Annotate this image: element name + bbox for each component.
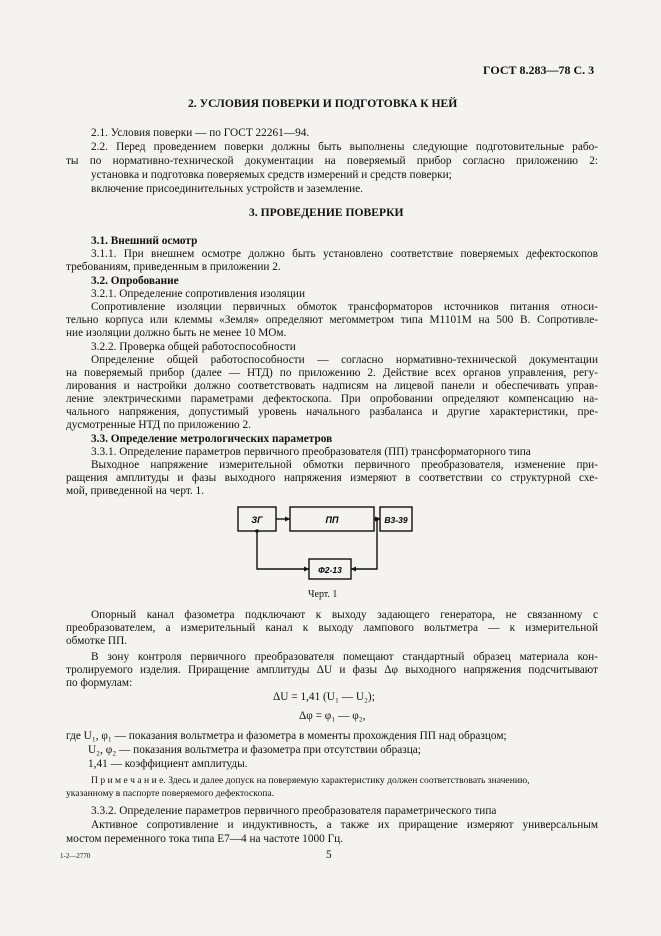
formula-amplitude: ΔU = 1,41 (U₁ — U₂); xyxy=(273,691,375,703)
note-line-2: указанному в паспорте поверяемого дефектоскопа. xyxy=(66,788,275,799)
legend-line: U₂, φ₂ — показания вольтметра и фазометра при отсутствии образца; xyxy=(88,744,421,756)
paragraph-3-2-2: дусмотренные НТД по приложению 2. xyxy=(66,419,251,431)
section-2-title: 2. УСЛОВИЯ ПОВЕРКИ И ПОДГОТОВКА К НЕЙ xyxy=(188,97,458,110)
paragraph-3-2-2: лирования и настройки должно соответствовать надписям на лицевой панели и обеспечивать управ- xyxy=(66,380,598,392)
paragraph-3-3-2: Активное сопротивление и индуктивность, а также их приращение измеряют универсальным xyxy=(91,819,598,831)
junction-dot xyxy=(255,529,259,533)
paragraph-zone: по формулам: xyxy=(66,677,133,689)
paragraph-zone: В зону контроля первичного преобразователя помещают стандартный образец материала кон- xyxy=(91,651,598,663)
paragraph-3-2-1: тельно корпуса или клеммы «Земля» определяют мегомметром типа М1101М на 500 В. Сопротивле- xyxy=(66,314,598,326)
legend-line: где U₁, φ₁ — показания вольтметра и фазометра в моменты прохождения ПП над образцом; xyxy=(66,730,507,742)
note-text: Здесь и далее допуск на поверяемую характеристику должен соответствовать значению, xyxy=(168,775,530,786)
arrow-icon xyxy=(351,567,356,572)
paragraph-phasemeter: Опорный канал фазометра подключают к выходу задающего генератора, не связанному с xyxy=(91,609,598,621)
paragraph-3-2-1: ние изоляции должно быть не менее 10 МОм. xyxy=(66,327,287,339)
subsection-3-2-title: 3.2. Опробование xyxy=(91,275,179,287)
paragraph-3-3-1-title: 3.3.1. Определение параметров первичного преобразователя (ПП) трансформаторного типа xyxy=(91,446,531,458)
arrow-icon xyxy=(304,567,309,572)
paragraph-3-3-1: ращения амплитуды и фазы выходного напряжения измеряют в соответствии со структурной схе- xyxy=(66,472,598,484)
note-label: П р и м е ч а н и е. xyxy=(91,775,166,786)
subsection-3-3-title: 3.3. Определение метрологических параметров xyxy=(91,433,333,445)
arrow-icon xyxy=(285,517,290,522)
paragraph-3-2-2-title: 3.2.2. Проверка общей работоспособности xyxy=(91,341,296,353)
paragraph-2-1: 2.1. Условия поверки — по ГОСТ 22261—94. xyxy=(91,127,310,139)
paragraph-3-3-2: мостом переменного тока типа Е7—4 на частоте 1000 Гц. xyxy=(66,833,343,845)
paragraph-2-2-item: включение присоединительных устройств и заземление. xyxy=(91,183,363,195)
section-3-title: 3. ПРОВЕДЕНИЕ ПОВЕРКИ xyxy=(249,206,404,219)
paragraph-2-2-line: 2.2. Перед проведением поверки должны быть выполнены следующие подготовительные рабо- xyxy=(91,141,598,153)
paragraph-3-3-1: Выходное напряжение измерительной обмотки первичного преобразователя, изменение при- xyxy=(91,459,598,471)
generator-label: ЗГ xyxy=(251,515,263,525)
figure-caption: Черт. 1 xyxy=(308,589,338,600)
formula-phase: Δφ = φ₁ — φ₂, xyxy=(299,710,366,722)
document-reference: ГОСТ 8.283—78 С. 3 xyxy=(483,63,595,77)
paragraph-2-2-item: установка и подготовка поверяемых средств измерений и средств поверки; xyxy=(91,169,452,181)
paragraph-phasemeter: обмотке ПП. xyxy=(66,635,128,647)
paragraph-3-1-1: 3.1.1. При внешнем осмотре должно быть установлено соответствие поверяемых дефектоскопов xyxy=(91,248,598,260)
paragraph-zone: тролируемого изделия. Приращение амплитуды ΔU и фазы Δφ выходного напряжения подсчитывают xyxy=(66,664,598,676)
paragraph-3-1-1: требованиям, приведенным в приложении 2. xyxy=(66,261,281,273)
paragraph-3-2-2: ление электрическими параметрами дефектоскопа. При опробовании определяют компенсацию на- xyxy=(66,393,598,405)
subsection-3-1-title: 3.1. Внешний осмотр xyxy=(91,235,198,247)
paragraph-3-2-2: на поверяемый прибор (далее — НТД) по приложению 2. Действие всех органов управления, регу- xyxy=(66,367,598,379)
legend-line: 1,41 — коэффициент амплитуды. xyxy=(88,758,248,770)
note-line-1 xyxy=(91,774,530,787)
print-code: 1-2—2770 xyxy=(60,852,91,860)
block-diagram xyxy=(232,502,417,584)
converter-label: ПП xyxy=(325,515,339,525)
paragraph-phasemeter: преобразователем, а измерительный канал к выходу лампового вольтметра — к измерительной xyxy=(66,622,598,634)
paragraph-3-2-1: Сопротивление изоляции первичных обмоток трансформаторов источников питания относи- xyxy=(91,301,598,313)
voltmeter-label: В3-39 xyxy=(384,515,408,525)
paragraph-3-2-2: Определение общей работоспособности — согласно нормативно-технической документации xyxy=(91,354,598,366)
paragraph-3-3-1: мой, приведенной на черт. 1. xyxy=(66,485,205,497)
paragraph-3-2-1-title: 3.2.1. Определение сопротивления изоляции xyxy=(91,288,306,300)
paragraph-2-2-line: ты по нормативно-технической документации на поверяемый прибор согласно приложению 2: xyxy=(66,155,598,167)
phasemeter-label: Ф2-13 xyxy=(318,565,342,575)
paragraph-3-3-2-title: 3.3.2. Определение параметров первичного преобразователя параметрического типа xyxy=(91,805,497,817)
paragraph-3-2-2: чального напряжения, допустимый уровень начального разбаланса и другие характеристики, пре- xyxy=(66,406,598,418)
page-number: 5 xyxy=(326,849,332,861)
